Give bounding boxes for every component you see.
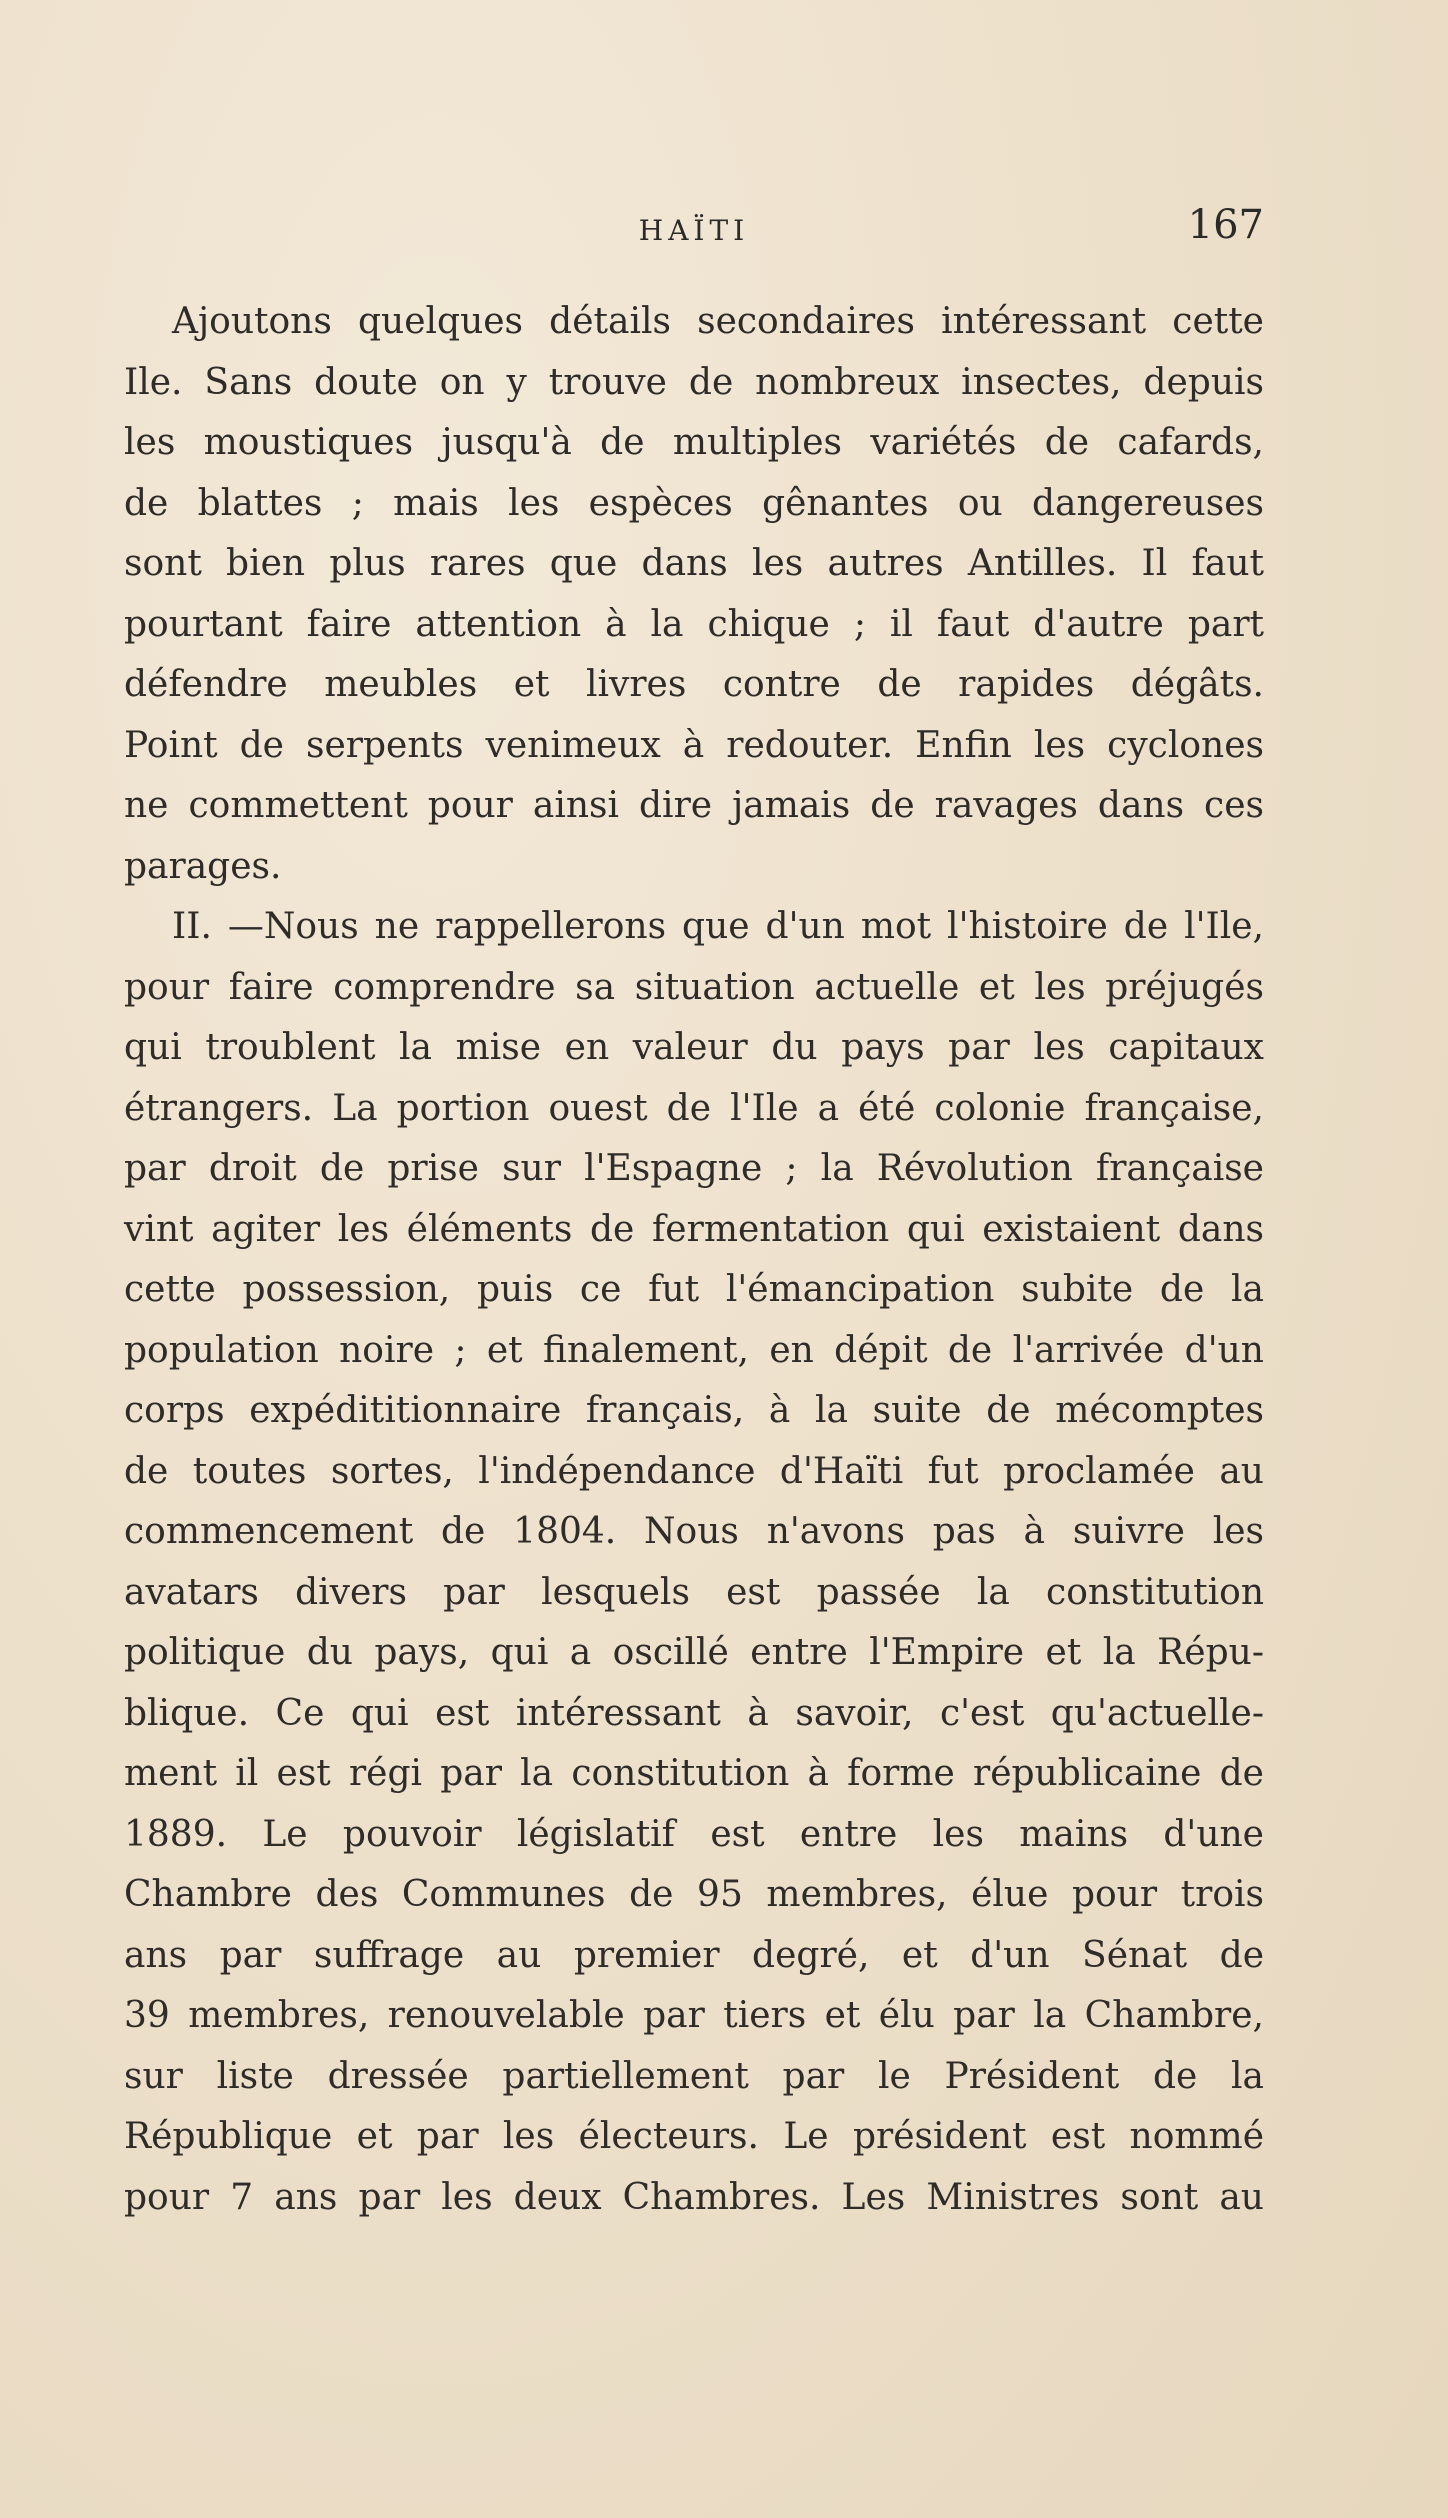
text-line: commencement de 1804. Nous n'avons pas à suivre les xyxy=(124,1511,1264,1552)
text-line: cette possession, puis ce fut l'émancipation subite de la xyxy=(124,1269,1264,1310)
text-line: ne commettent pour ainsi dire jamais de ravages dans ces xyxy=(124,785,1264,826)
text-line: Point de serpents venimeux à redouter. Enfin les cyclones xyxy=(124,724,1264,766)
text-line: corps expédititionnaire français, à la suite de mécomptes xyxy=(124,1390,1264,1431)
text-line: sont bien plus rares que dans les autres Antilles. Il faut xyxy=(124,543,1264,584)
page-number: 167 xyxy=(1187,202,1264,248)
text-line: parages. xyxy=(124,845,282,887)
text-line: Ajoutons quelques détails secondaires intéressant cette xyxy=(172,301,1264,342)
running-title: HAÏTI xyxy=(638,214,750,247)
text-line: ment il est régi par la constitution à forme républicaine de xyxy=(124,1753,1264,1794)
text-line: politique du pays, qui a oscillé entre l'Empire et la Répu- xyxy=(124,1632,1264,1673)
text-line: par droit de prise sur l'Espagne ; la Révolution française xyxy=(124,1148,1264,1189)
body-text xyxy=(124,292,1264,2228)
text-line: II. —Nous ne rappellerons que d'un mot l'histoire de l'Ile, xyxy=(172,906,1264,947)
text-line: les moustiques jusqu'à de multiples variétés de cafards, xyxy=(124,422,1264,463)
text-line: ans par suffrage au premier degré, et d'un Sénat de xyxy=(124,1934,1264,1976)
text-line: vint agiter les éléments de fermentation qui existaient dans xyxy=(124,1208,1264,1250)
text-line: pour 7 ans par les deux Chambres. Les Ministres sont au xyxy=(124,2176,1264,2218)
text-line: Chambre des Communes de 95 membres, élue pour trois xyxy=(124,1874,1264,1915)
text-line: de toutes sortes, l'indépendance d'Haïti fut proclamée au xyxy=(124,1450,1264,1492)
text-line: pour faire comprendre sa situation actuelle et les préjugés xyxy=(124,966,1264,1008)
text-line: avatars divers par lesquels est passée la constitution xyxy=(124,1571,1264,1613)
text-line: Ile. Sans doute on y trouve de nombreux insectes, depuis xyxy=(124,361,1264,403)
text-line: sur liste dressée partiellement par le Président de la xyxy=(124,2055,1264,2097)
text-line: République et par les électeurs. Le président est nommé xyxy=(124,2116,1264,2157)
text-line: défendre meubles et livres contre de rapides dégâts. xyxy=(124,664,1264,705)
text-line: 1889. Le pouvoir législatif est entre les mains d'une xyxy=(124,1813,1264,1855)
text-line: étrangers. La portion ouest de l'Ile a été colonie française, xyxy=(124,1087,1264,1129)
text-line: pourtant faire attention à la chique ; il faut d'autre part xyxy=(124,603,1264,645)
text-line: de blattes ; mais les espèces gênantes ou dangereuses xyxy=(124,482,1264,524)
text-line: qui troublent la mise en valeur du pays par les capitaux xyxy=(124,1027,1264,1068)
text-line: 39 membres, renouvelable par tiers et élu par la Chambre, xyxy=(124,1995,1264,2036)
running-head xyxy=(124,200,1264,260)
text-line: blique. Ce qui est intéressant à savoir, c'est qu'actuelle- xyxy=(124,1692,1264,1734)
text-line: population noire ; et finalement, en dépit de l'arrivée d'un xyxy=(124,1329,1264,1371)
